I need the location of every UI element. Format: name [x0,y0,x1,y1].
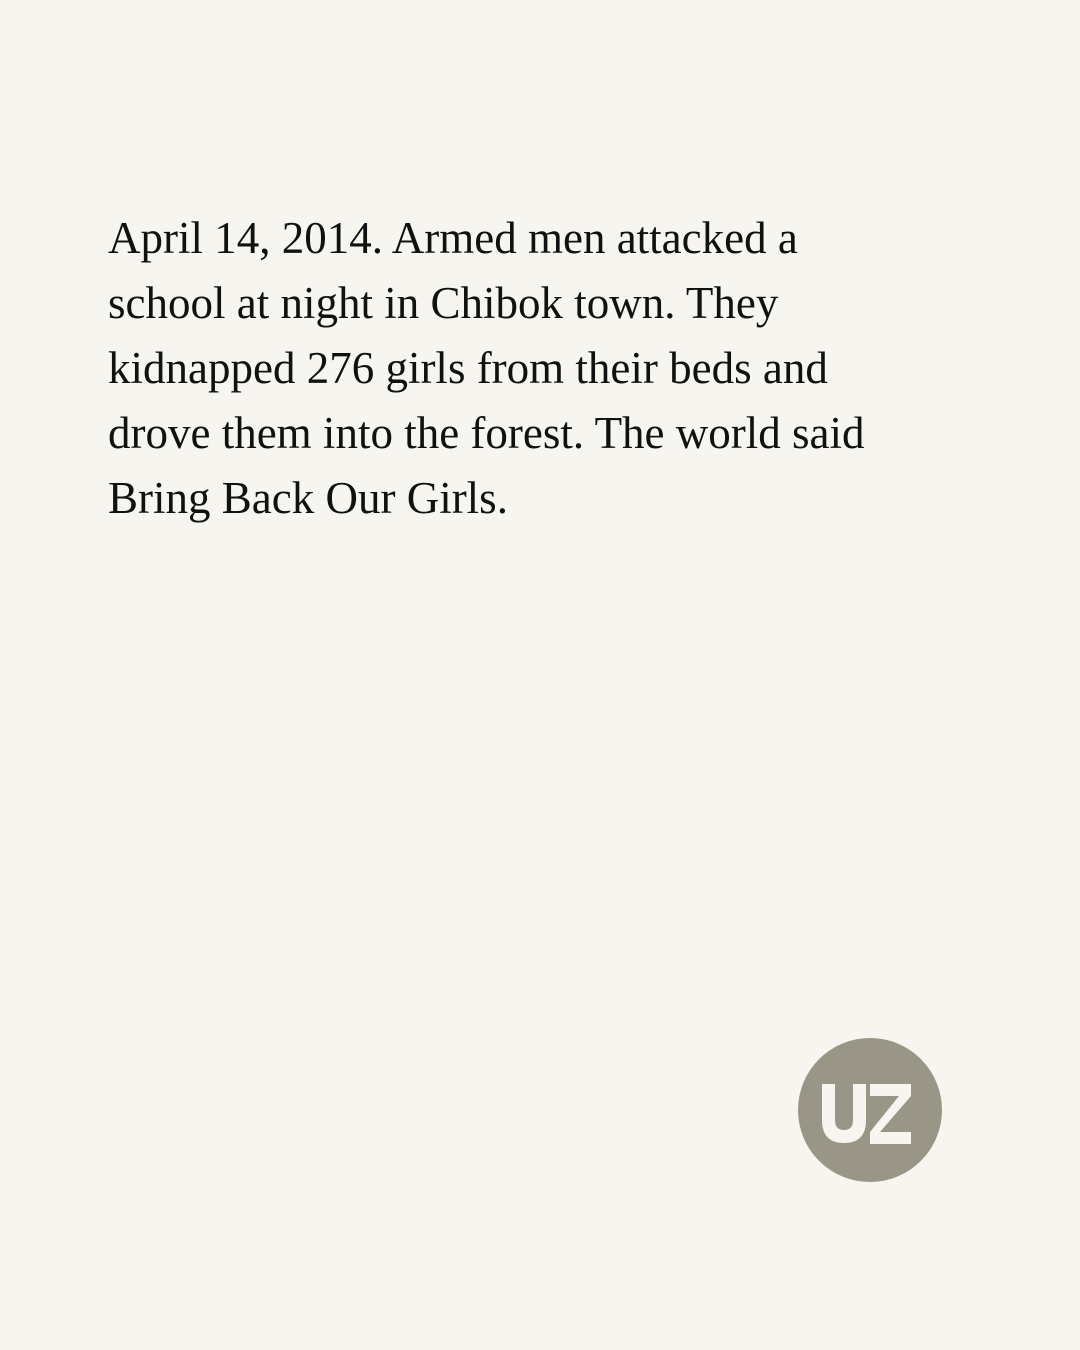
story-line-3: kidnapped 276 girls from their beds and [108,343,828,393]
uz-logo-icon [798,1038,942,1182]
story-text [108,206,988,531]
story-line-1: April 14, 2014. Armed men attacked a [108,213,798,263]
story-line-2: school at night in Chibok town. They [108,278,779,328]
story-line-4: drove them into the forest. The world said [108,408,865,458]
story-line-5: Bring Back Our Girls. [108,473,508,523]
